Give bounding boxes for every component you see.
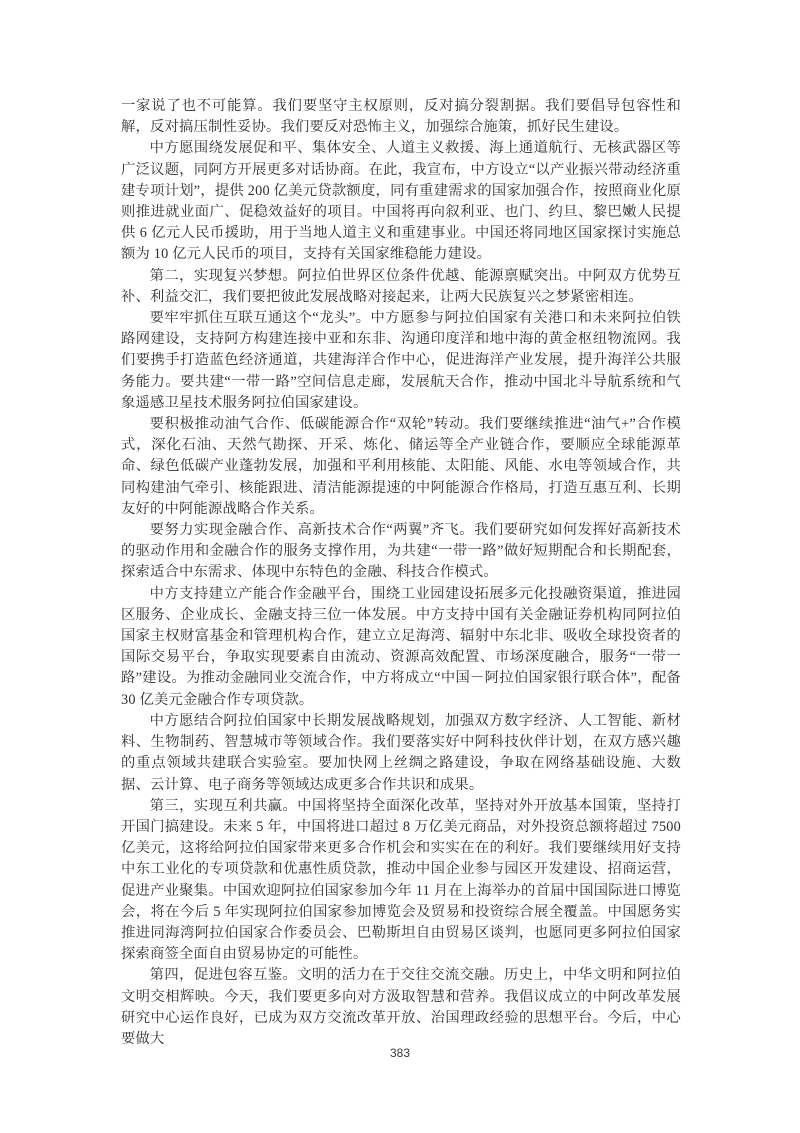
page-number: 383 [389,1046,411,1060]
document-body [121,96,681,1050]
paragraph: 中方支持建立产能合作金融平台，围绕工业园建设拓展多元化投融资渠道，推进园区服务、企业成长、金融支持三位一体发展。中方支持中国有关金融证券机构同阿拉伯国家主权财富基金和管理机构合作，建立立足海湾、辐射中东北非、吸收全球投资者的国际交易平台，争取实现要素自由流动、资源高效配置、市场深度融合，服务“一带一路”建设。为推动金融同业交流合作，中方将成立“中国－阿拉伯国家银行联合体”，配备 30 亿美元金融合作专项贷款。 [121,585,681,708]
paragraph: 中方愿结合阿拉伯国家中长期发展战略规划，加强双方数字经济、人工智能、新材料、生物制药、智慧城市等领域合作。我们要落实好中阿科技伙伴计划，在双方感兴趣的重点领域共建联合实验室。要加快网上丝绸之路建设，争取在网络基础设施、大数据、云计算、电子商务等领域达成更多合作共识和成果。 [121,712,681,793]
paragraph: 第三，实现互利共赢。中国将坚持全面深化改革，坚持对外开放基本国策，坚持打开国门搞建设。未来 5 年，中国将进口超过 8 万亿美元商品，对外投资总额将超过 7500 亿美元，这将给阿拉伯国家带来更多合作机会和实实在在的利好。我们要继续用好支持中东工业化的专项贷款和优惠性质贷款，推动中国企业参与园区开发建设、招商运营，促进产业聚集。中国欢迎阿拉伯国家参加今年 11 月在上海举办的首届中国国际进口博览会，将在今后 5 年实现阿拉伯国家参加博览会及贸易和投资综合展全覆盖。中国愿务实推进同海湾阿拉伯国家合作委员会、巴勒斯坦自由贸易区谈判，也愿同更多阿拉伯国家探索商签全面自由贸易协定的可能性。 [121,797,681,963]
paragraph: 一家说了也不可能算。我们要坚守主权原则，反对搞分裂割据。我们要倡导包容性和解，反对搞压制性妥协。我们要反对恐怖主义，加强综合施策，抓好民生建设。 [121,98,681,136]
paragraph: 第二，实现复兴梦想。阿拉伯世界区位条件优越、能源禀赋突出。中阿双方优势互补、利益交汇，我们要把彼此发展战略对接起来，让两大民族复兴之梦紧密相连。 [121,267,681,305]
paragraph: 要努力实现金融合作、高新技术合作“两翼”齐飞。我们要研究如何发挥好高新技术的驱动作用和金融合作的服务支撑作用，为共建“一带一路”做好短期配合和长期配套，探索适合中东需求、体现中东特色的金融、科技合作模式。 [121,522,681,581]
paragraph: 要积极推动油气合作、低碳能源合作“双轮”转动。我们要继续推进“油气+”合作模式，深化石油、天然气勘探、开采、炼化、储运等全产业链合作，要顺应全球能源革命、绿色低碳产业蓬勃发展，加强和平利用核能、太阳能、风能、水电等领域合作，共同构建油气牵引、核能跟进、清洁能源提速的中阿能源合作格局，打造互惠互利、长期友好的中阿能源战略合作关系。 [121,416,681,517]
paragraph: 第四，促进包容互鉴。文明的活力在于交往交流交融。历史上，中华文明和阿拉伯文明交相辉映。今天，我们要更多向对方汲取智慧和营养。我倡议成立的中阿改革发展研究中心运作良好，已成为双方交流改革开放、治国理政经验的思想平台。今后，中心要做大 [121,967,681,1047]
paragraph: 中方愿围绕发展促和平、集体安全、人道主义救援、海上通道航行、无核武器区等广泛议题，同阿方开展更多对话协商。在此，我宣布，中方设立“以产业振兴带动经济重建专项计划”，提供 200 亿美元贷款额度，同有重建需求的国家加强合作，按照商业化原则推进就业面广、促稳效益好的项目。中国将再向叙利亚、也门、约旦、黎巴嫩人民提供 6 亿元人民币援助，用于当地人道主义和重建事业。中国还将同地区国家探讨实施总额为 10 亿元人民币的项目，支持有关国家维稳能力建设。 [121,140,681,263]
paragraph: 要牢牢抓住互联互通这个“龙头”。中方愿参与阿拉伯国家有关港口和未来阿拉伯铁路网建设，支持阿方构建连接中亚和东非、沟通印度洋和地中海的黄金枢纽物流网。我们要携手打造蓝色经济通道，共建海洋合作中心，促进海洋产业发展，提升海洋公共服务能力。要共建“一带一路”空间信息走廊，发展航天合作，推动中国北斗导航系统和气象遥感卫星技术服务阿拉伯国家建设。 [121,310,681,411]
